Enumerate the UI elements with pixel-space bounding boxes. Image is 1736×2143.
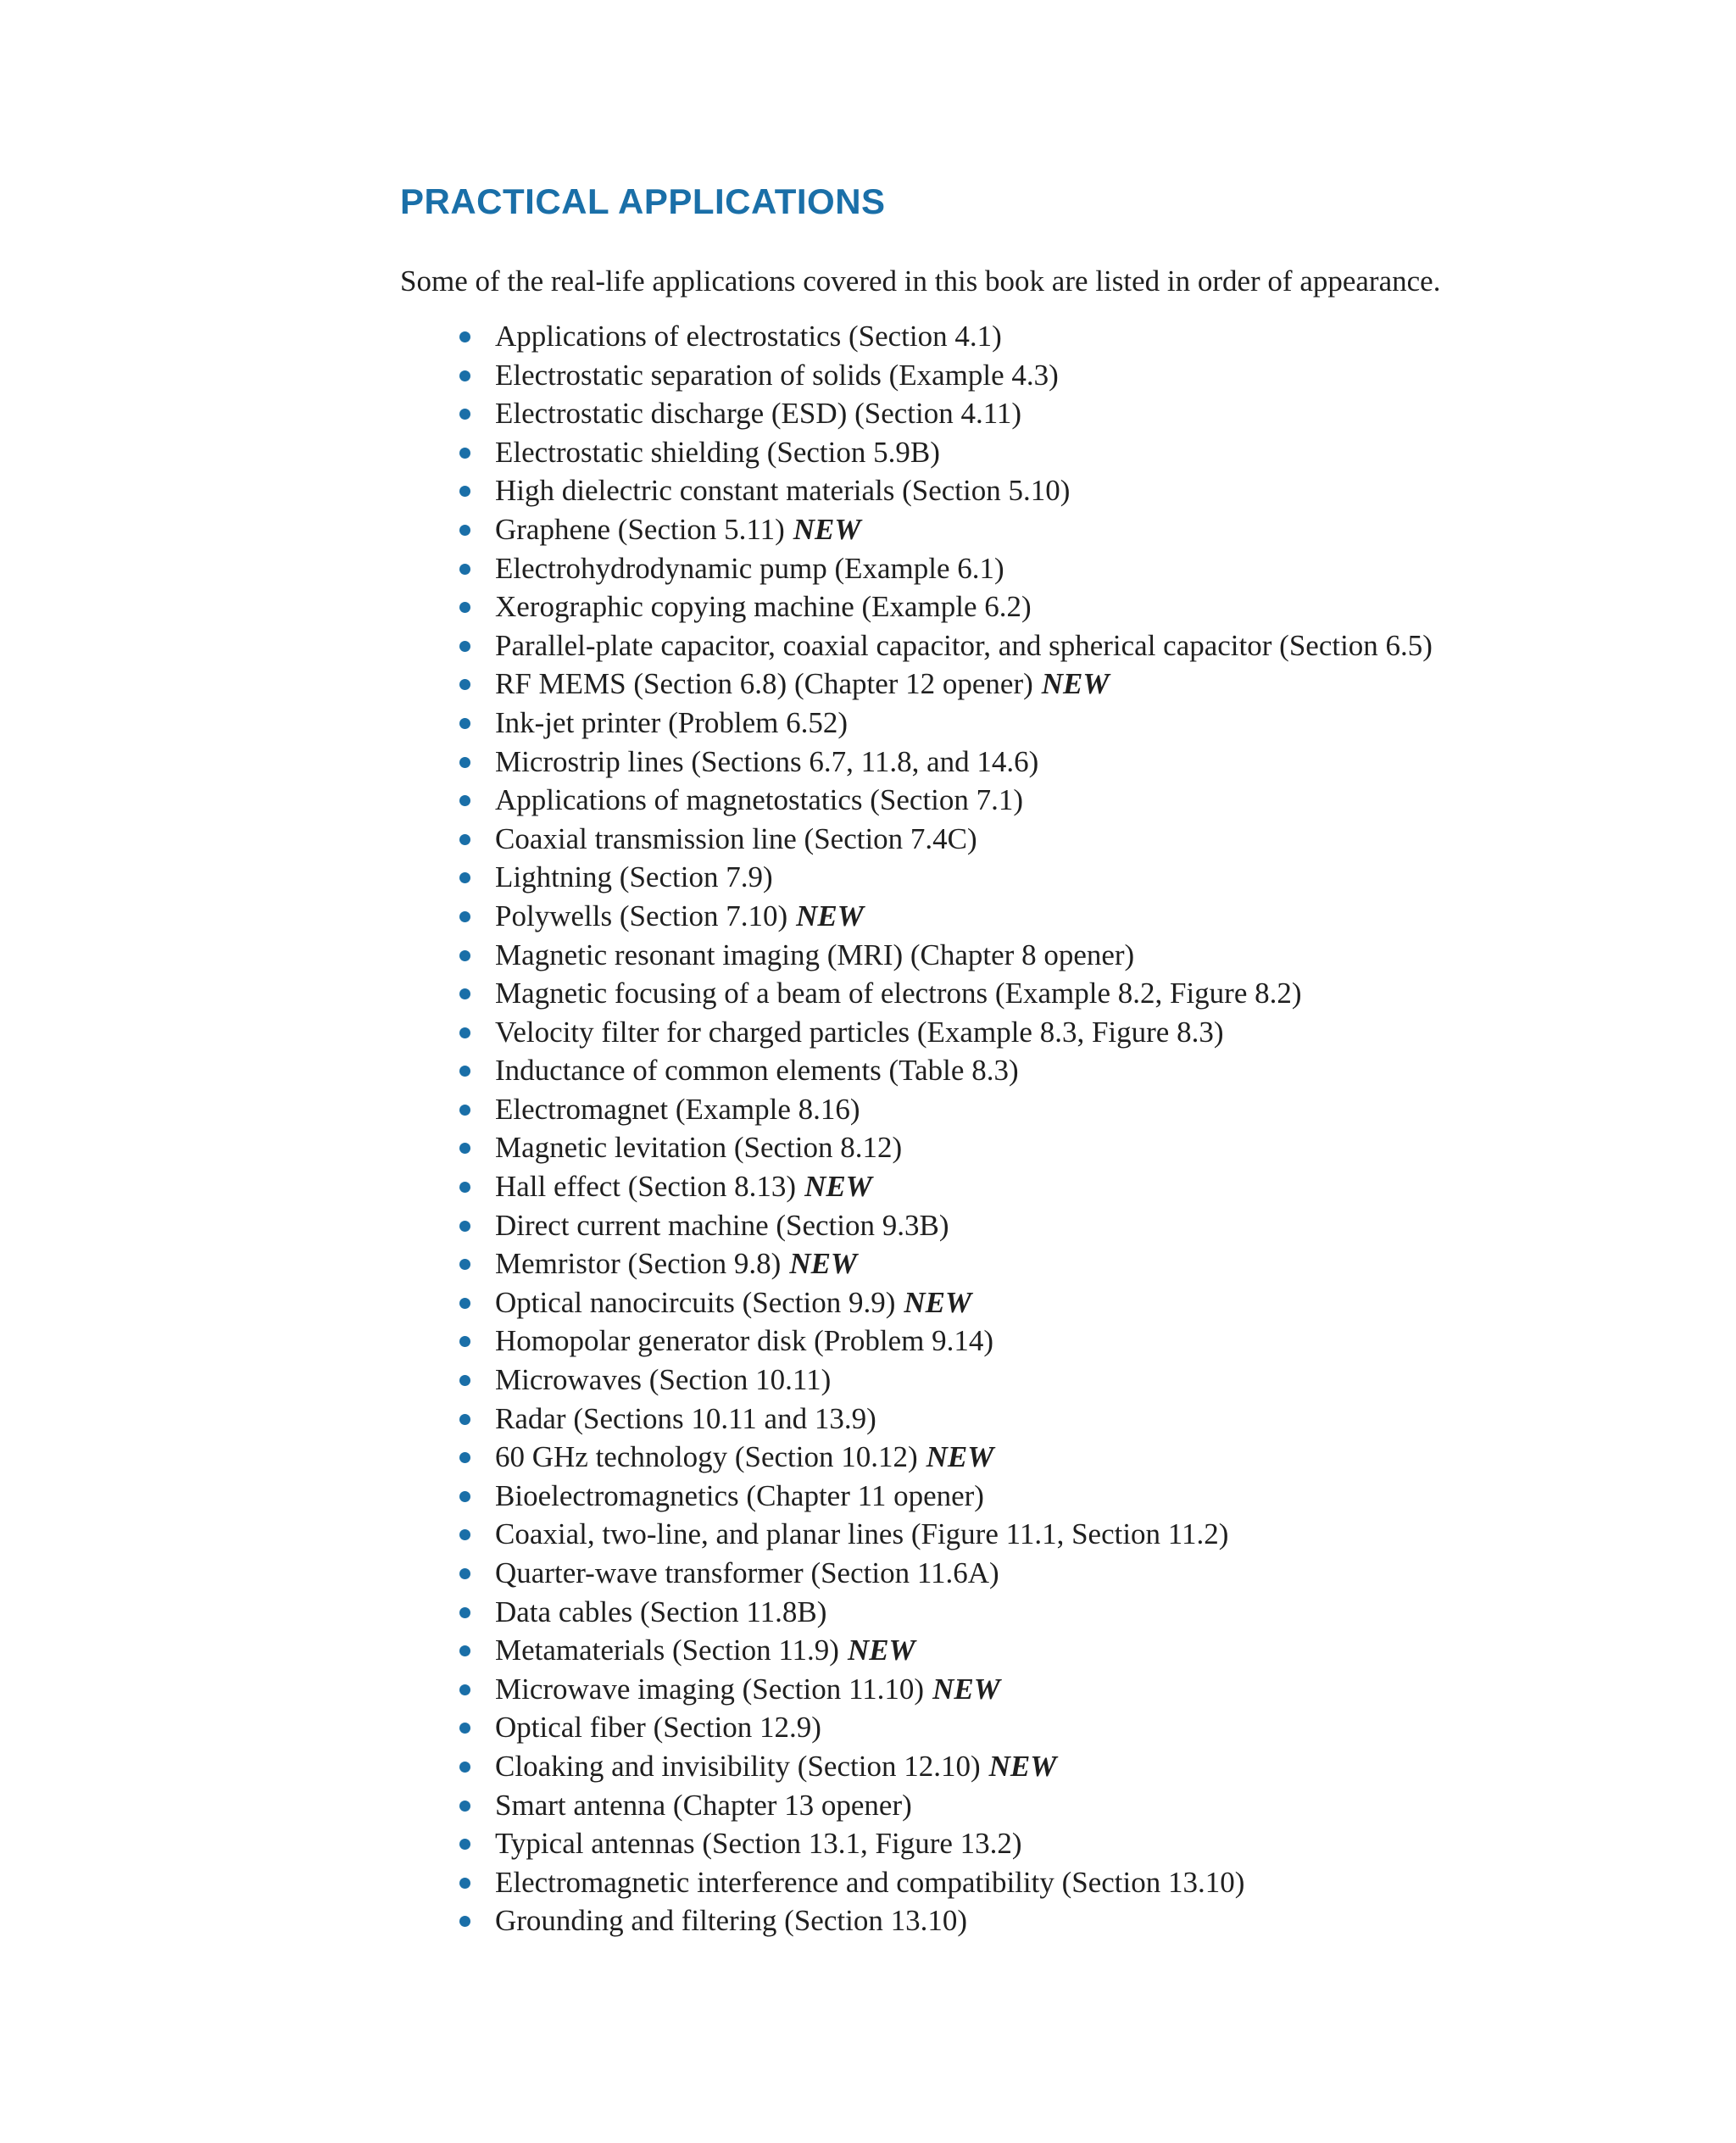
list-item [495, 510, 1621, 549]
list-item-text: Grounding and filtering (Section 13.10) [495, 1904, 967, 1938]
bullet-icon [459, 872, 470, 883]
list-item-text: Lightning (Section 7.9) [495, 860, 773, 894]
list-item [495, 1244, 1621, 1283]
list-item-text: Magnetic resonant imaging (MRI) (Chapter 8 opener) [495, 938, 1135, 971]
list-item-text: Electrohydrodynamic pump (Example 6.1) [495, 551, 1004, 585]
list-item [495, 704, 1621, 743]
list-item-text: Electromagnet (Example 8.16) [495, 1092, 860, 1126]
bullet-icon [459, 834, 470, 845]
list-item-text: Applications of magnetostatics (Section 7.1) [495, 783, 1024, 817]
list-item [495, 1322, 1621, 1361]
bullet-icon [459, 1027, 470, 1038]
list-item [495, 1747, 1621, 1786]
list-item [495, 1631, 1621, 1670]
list-item [495, 1167, 1621, 1206]
list-item [495, 781, 1621, 820]
list-item-text: Electromagnetic interference and compatibility (Section 13.10) [495, 1865, 1245, 1899]
bullet-icon [459, 331, 470, 342]
list-item-text: Microwaves (Section 10.11) [495, 1363, 832, 1397]
bullet-icon [459, 1878, 470, 1889]
list-item-text: Memristor (Section 9.8) [495, 1247, 782, 1281]
list-item-text: Microwave imaging (Section 11.10) [495, 1672, 925, 1706]
bullet-icon [459, 1336, 470, 1347]
list-item [495, 1051, 1621, 1090]
bullet-icon [459, 795, 470, 806]
list-item-text: Bioelectromagnetics (Chapter 11 opener) [495, 1478, 984, 1512]
list-item [495, 1901, 1621, 1940]
list-item-text: Parallel-plate capacitor, coaxial capacitor, and spherical capacitor (Section 6.5) [495, 628, 1433, 662]
bullet-icon [459, 911, 470, 922]
bullet-icon [459, 409, 470, 420]
bullet-icon [459, 1298, 470, 1309]
list-item-text: Smart antenna (Chapter 13 opener) [495, 1788, 912, 1822]
list-item [495, 626, 1621, 665]
bullet-icon [459, 950, 470, 961]
new-badge: NEW [932, 1672, 1000, 1706]
bullet-icon [459, 641, 470, 652]
list-item [495, 317, 1621, 356]
list-item [495, 1786, 1621, 1825]
list-item [495, 897, 1621, 936]
bullet-icon [459, 1723, 470, 1734]
list-item-text: Magnetic levitation (Section 8.12) [495, 1131, 903, 1165]
list-item [495, 1013, 1621, 1052]
list-item-text: Velocity filter for charged particles (Example 8.3, Figure 8.3) [495, 1015, 1224, 1049]
bullet-icon [459, 1452, 470, 1463]
list-item-text: RF MEMS (Section 6.8) (Chapter 12 opener) [495, 667, 1033, 701]
list-item-text: Electrostatic shielding (Section 5.9B) [495, 435, 940, 469]
list-item-text: Polywells (Section 7.10) [495, 899, 788, 932]
new-badge: NEW [1041, 667, 1110, 701]
list-item [495, 471, 1621, 510]
list-item [495, 394, 1621, 433]
bullet-icon [459, 1607, 470, 1618]
list-item-text: Cloaking and invisibility (Section 12.10) [495, 1749, 981, 1783]
list-item [495, 665, 1621, 704]
list-item-text: Typical antennas (Section 13.1, Figure 13.2) [495, 1827, 1022, 1861]
bullet-icon [459, 1182, 470, 1193]
bullet-icon [459, 1066, 470, 1077]
list-item [495, 820, 1621, 859]
bullet-icon [459, 602, 470, 613]
list-item [495, 1670, 1621, 1709]
list-item-text: Optical fiber (Section 12.9) [495, 1711, 821, 1745]
list-item-text: Magnetic focusing of a beam of electrons (Example 8.2, Figure 8.2) [495, 977, 1302, 1010]
bullet-icon [459, 718, 470, 729]
bullet-icon [459, 1645, 470, 1656]
list-item-text: Metamaterials (Section 11.9) [495, 1634, 839, 1667]
applications-list [400, 317, 1621, 1940]
list-item-text: Applications of electrostatics (Section 4.1) [495, 320, 1002, 353]
list-item-text: Quarter-wave transformer (Section 11.6A) [495, 1556, 999, 1589]
list-item-text: Optical nanocircuits (Section 9.9) [495, 1285, 896, 1319]
bullet-icon [459, 1801, 470, 1812]
bullet-icon [459, 1414, 470, 1425]
list-item [495, 549, 1621, 588]
bullet-icon [459, 1143, 470, 1154]
new-badge: NEW [988, 1749, 1057, 1783]
list-item-text: 60 GHz technology (Section 10.12) [495, 1440, 918, 1474]
bullet-icon [459, 1684, 470, 1695]
bullet-icon [459, 525, 470, 536]
list-item [495, 858, 1621, 897]
list-item [495, 743, 1621, 782]
list-item-text: Coaxial transmission line (Section 7.4C) [495, 821, 977, 855]
new-badge: NEW [926, 1440, 994, 1474]
list-item [495, 936, 1621, 975]
page [400, 178, 1621, 1940]
list-item-text: Coaxial, two-line, and planar lines (Figure 11.1, Section 11.2) [495, 1517, 1229, 1551]
bullet-icon [459, 370, 470, 381]
bullet-icon [459, 1105, 470, 1116]
list-item-text: Xerographic copying machine (Example 6.2) [495, 590, 1032, 624]
list-item-text: High dielectric constant materials (Section 5.10) [495, 474, 1071, 508]
bullet-icon [459, 1839, 470, 1850]
list-item [495, 1708, 1621, 1747]
bullet-icon [459, 1259, 470, 1270]
bullet-icon [459, 1491, 470, 1502]
bullet-icon [459, 679, 470, 690]
new-badge: NEW [847, 1634, 915, 1667]
list-item-text: Inductance of common elements (Table 8.3) [495, 1054, 1019, 1088]
page-title: PRACTICAL APPLICATIONS [400, 181, 886, 221]
list-item [495, 356, 1621, 395]
bullet-icon [459, 448, 470, 459]
bullet-icon [459, 1375, 470, 1386]
bullet-icon [459, 1568, 470, 1579]
list-item-text: Electrostatic discharge (ESD) (Section 4.11) [495, 397, 1022, 431]
list-item [495, 1438, 1621, 1477]
new-badge: NEW [904, 1285, 972, 1319]
list-item [495, 974, 1621, 1013]
list-item-text: Microstrip lines (Sections 6.7, 11.8, and 14.6) [495, 744, 1039, 778]
list-item-text: Homopolar generator disk (Problem 9.14) [495, 1324, 994, 1358]
bullet-icon [459, 564, 470, 575]
new-badge: NEW [804, 1170, 872, 1204]
bullet-icon [459, 486, 470, 497]
list-item [495, 433, 1621, 472]
list-item [495, 1283, 1621, 1322]
bullet-icon [459, 757, 470, 768]
new-badge: NEW [789, 1247, 858, 1281]
list-item [495, 1863, 1621, 1902]
list-item-text: Electrostatic separation of solids (Example 4.3) [495, 358, 1059, 392]
list-item-text: Graphene (Section 5.11) [495, 512, 785, 546]
list-item-text: Direct current machine (Section 9.3B) [495, 1208, 949, 1242]
list-item [495, 1477, 1621, 1516]
list-item-text: Ink-jet printer (Problem 6.52) [495, 705, 849, 739]
bullet-icon [459, 1529, 470, 1540]
list-item [495, 1824, 1621, 1863]
list-item [495, 1515, 1621, 1554]
intro-paragraph: Some of the real-life applications covered in this book are listed in order of appearance. [400, 264, 1441, 298]
list-item [495, 587, 1621, 626]
list-item [495, 1128, 1621, 1167]
list-item [495, 1593, 1621, 1632]
list-item [495, 1206, 1621, 1245]
list-item [495, 1554, 1621, 1593]
bullet-icon [459, 1221, 470, 1232]
list-item [495, 1400, 1621, 1439]
bullet-icon [459, 1762, 470, 1773]
new-badge: NEW [793, 512, 861, 546]
bullet-icon [459, 1916, 470, 1927]
list-item [495, 1090, 1621, 1129]
bullet-icon [459, 988, 470, 999]
new-badge: NEW [796, 899, 864, 932]
list-item-text: Hall effect (Section 8.13) [495, 1170, 797, 1204]
list-item-text: Data cables (Section 11.8B) [495, 1595, 827, 1628]
list-item [495, 1361, 1621, 1400]
list-item-text: Radar (Sections 10.11 and 13.9) [495, 1401, 876, 1435]
